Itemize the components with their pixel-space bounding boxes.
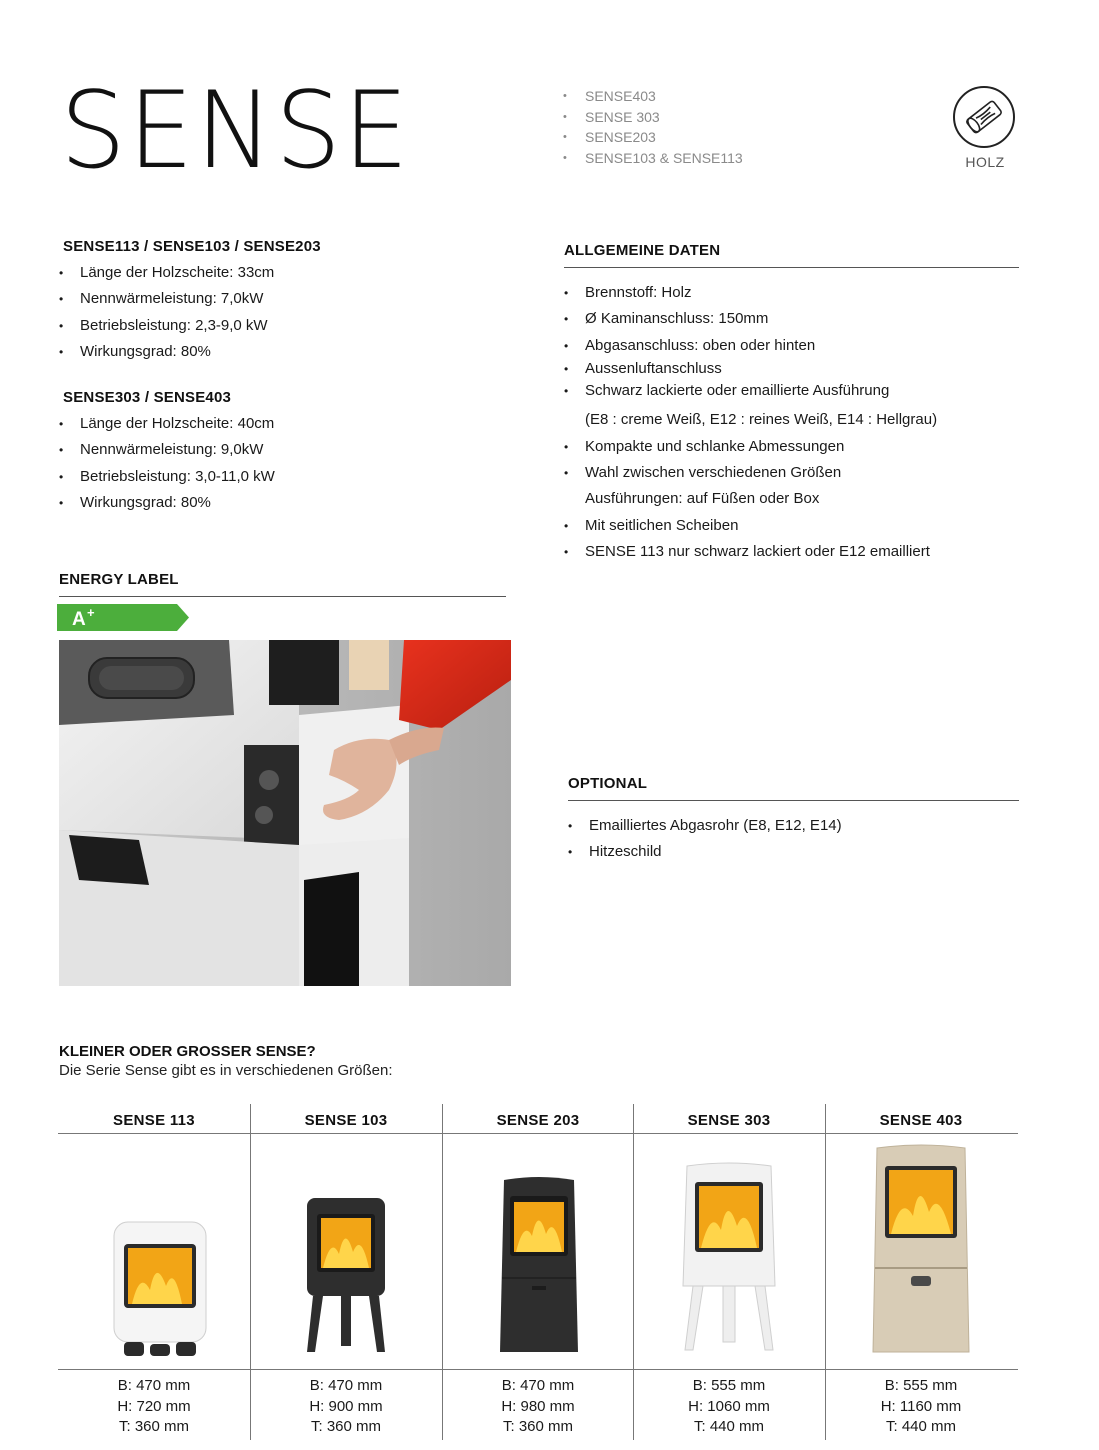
height-value: H: 1160 mm xyxy=(880,1397,962,1415)
wood-log-icon xyxy=(953,86,1015,148)
depth-value: T: 360 mm xyxy=(502,1418,574,1435)
model-name: SENSE 113 xyxy=(113,1112,195,1129)
size-column xyxy=(442,1104,634,1440)
dimensions xyxy=(442,1376,634,1438)
size-comparison-table xyxy=(58,1104,1018,1440)
group1-list xyxy=(59,260,274,366)
list-item: • Nennwärmeleistung: 7,0kW xyxy=(59,286,274,312)
group2-list xyxy=(59,411,275,517)
list-item: • Wirkungsgrad: 80% xyxy=(59,490,275,516)
page-title: SENSE xyxy=(60,69,411,192)
list-item: • Länge der Holzscheite: 33cm xyxy=(59,260,274,286)
optional-title: OPTIONAL xyxy=(568,775,648,792)
general-title: ALLGEMEINE DATEN xyxy=(564,242,721,259)
divider xyxy=(564,267,1019,268)
height-value: H: 720 mm xyxy=(117,1397,191,1415)
energy-rating: A xyxy=(72,609,86,630)
stove-103-image xyxy=(305,1196,387,1356)
size-column xyxy=(58,1104,250,1440)
list-item: • Betriebsleistung: 3,0-11,0 kW xyxy=(59,464,275,490)
energy-title: ENERGY LABEL xyxy=(59,571,179,588)
list-item: • Hitzeschild xyxy=(568,839,842,865)
fuel-badge xyxy=(953,86,1017,170)
stove-203-image xyxy=(498,1176,580,1356)
dimensions xyxy=(58,1376,250,1438)
model-list-item: • SENSE403 xyxy=(563,86,743,107)
list-item: • Länge der Holzscheite: 40cm xyxy=(59,411,275,437)
optional-list xyxy=(568,813,842,866)
list-item: • SENSE 113 nur schwarz lackiert oder E12 emailliert xyxy=(564,539,937,565)
height-value: H: 900 mm xyxy=(309,1397,383,1415)
list-item: • Mit seitlichen Scheiben xyxy=(564,513,937,539)
list-item: • Aussenluftanschluss xyxy=(564,359,937,379)
list-item: • Betriebsleistung: 2,3-9,0 kW xyxy=(59,313,274,339)
stove-303-image xyxy=(681,1162,777,1354)
model-list-item: • SENSE203 xyxy=(563,127,743,148)
divider xyxy=(59,596,506,597)
model-list-item: • SENSE 303 xyxy=(563,107,743,128)
model-name: SENSE 303 xyxy=(687,1112,771,1129)
depth-value: T: 440 mm xyxy=(885,1418,957,1435)
dimensions xyxy=(250,1376,442,1438)
size-column xyxy=(633,1104,825,1440)
size-column xyxy=(825,1104,1017,1440)
size-column xyxy=(250,1104,442,1440)
list-item: • Wirkungsgrad: 80% xyxy=(59,339,274,365)
model-list-item: • SENSE103 & SENSE113 xyxy=(563,148,743,169)
width-value: B: 470 mm xyxy=(117,1377,191,1394)
fuel-label: HOLZ xyxy=(965,154,1005,170)
sizes-subtitle: Die Serie Sense gibt es in verschiedenen Größen: xyxy=(59,1062,393,1079)
depth-value: T: 440 mm xyxy=(693,1418,765,1435)
model-name: SENSE 403 xyxy=(879,1112,963,1129)
list-item: • Nennwärmeleistung: 9,0kW xyxy=(59,437,275,463)
depth-value: T: 360 mm xyxy=(310,1418,382,1435)
dimensions xyxy=(633,1376,825,1438)
list-item: • Wahl zwischen verschiedenen Größen xyxy=(564,460,937,486)
list-item: • Brennstoff: Holz xyxy=(564,280,937,306)
model-name: SENSE 103 xyxy=(304,1112,388,1129)
depth-value: T: 360 mm xyxy=(118,1418,190,1435)
list-item: • Abgasanschluss: oben oder hinten xyxy=(564,333,937,359)
height-value: H: 1060 mm xyxy=(688,1397,770,1415)
divider xyxy=(568,800,1019,801)
height-value: H: 980 mm xyxy=(501,1397,575,1415)
dimensions xyxy=(825,1376,1017,1438)
model-list xyxy=(563,86,743,168)
stove-403-image xyxy=(871,1144,971,1356)
stove-113-image xyxy=(110,1220,210,1360)
group1-title: SENSE113 / SENSE103 / SENSE203 xyxy=(63,238,321,255)
list-item: • Emailliertes Abgasrohr (E8, E12, E14) xyxy=(568,813,842,839)
width-value: B: 555 mm xyxy=(884,1377,958,1394)
list-item-continuation: Ausführungen: auf Füßen oder Box xyxy=(585,490,820,508)
sizes-title: KLEINER ODER GROSSER SENSE? xyxy=(59,1043,316,1060)
width-value: B: 555 mm xyxy=(692,1377,766,1394)
list-item: • Ø Kaminanschluss: 150mm xyxy=(564,306,937,332)
group2-title: SENSE303 / SENSE403 xyxy=(63,389,232,406)
model-name: SENSE 203 xyxy=(496,1112,580,1129)
general-list xyxy=(564,280,937,566)
energy-rating-badge xyxy=(57,604,189,631)
width-value: B: 470 mm xyxy=(501,1377,575,1394)
sizes-header xyxy=(59,1043,393,1079)
energy-rating-sup: + xyxy=(87,605,95,620)
list-item: • Schwarz lackierte oder emaillierte Ausführung xyxy=(564,381,937,401)
width-value: B: 470 mm xyxy=(309,1377,383,1394)
list-item-continuation: (E8 : creme Weiß, E12 : reines Weiß, E14 : Hellgrau) xyxy=(585,411,938,429)
stove-door-photo xyxy=(59,640,511,986)
list-item: • Kompakte und schlanke Abmessungen xyxy=(564,434,937,460)
